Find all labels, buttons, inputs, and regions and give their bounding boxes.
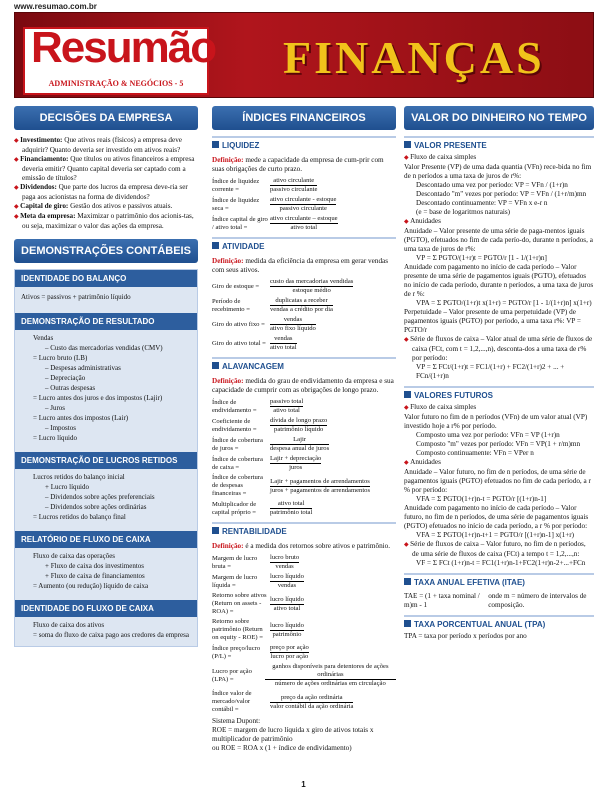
formula-label: Índice de cobertura de caixa = <box>212 455 263 471</box>
statement-line: – Despesas administrativas <box>45 364 121 372</box>
formula-label: Giro do ativo fixo = <box>212 320 265 328</box>
decision-text: Que ativos reais (físicos) a empresa deve adquirir? Quanto deveria ser investido em ativos reais? <box>22 136 182 154</box>
brand-logo <box>23 23 216 95</box>
formula-row <box>212 436 396 453</box>
time-value-line: VPA = Σ PGTO/(1+r)t x(1+r) = PGTO/r [1 - 1/(1+r)n] x(1+r) <box>416 299 592 307</box>
formula-fraction <box>270 500 312 517</box>
page-title: FINANÇAS <box>283 32 545 83</box>
tae-formula: TAE = (1 + taxa nominal / m)m - 1 <box>404 592 480 609</box>
statement-line: – Juros <box>45 404 66 412</box>
formula-numerator: passivo total <box>270 398 304 405</box>
formula-denominator: ativo total <box>290 224 318 231</box>
statement-line: – Dividendos sobre ações preferenciais <box>45 493 155 501</box>
formulas-atividade <box>212 278 396 352</box>
decision-item <box>14 183 198 202</box>
section-title-valor-tempo: VALOR DO DINHEIRO NO TEMPO <box>404 106 594 130</box>
formula-row <box>212 592 396 616</box>
time-value-line: Composto uma vez por período: VFn = VP (1+r)n <box>416 431 560 439</box>
formula-numerator: preço da ação ordinária <box>270 694 353 703</box>
statement-line: + Fluxo de caixa de financiamentos <box>45 572 145 580</box>
formula-numerator: ativo circulante – estoque <box>270 215 338 222</box>
formula-label: Período de recebimento = <box>212 297 250 313</box>
statement-line: = soma do fluxo de caixa pago aos credores da empresa <box>33 631 189 639</box>
formula-label: Índice de endividamento = <box>212 398 257 414</box>
time-value-line: Perpetuidade – Valor presente de uma perpetuidade (VP) de pagamentos iguais (PGTO) por período, a uma taxa r%: VP = PGTO/r <box>404 308 581 334</box>
formula-fraction <box>270 278 353 295</box>
statements-box <box>14 269 198 647</box>
decision-term: Capital de giro: <box>20 202 69 210</box>
formula-label: Margem de lucro bruta = <box>212 554 258 570</box>
time-value-line: ◆ Série de fluxos de caixa – Valor futuro, no fim de n períodos, de uma série de fluxos de caixa (FCt) a tempo t = 1,2,...,n: <box>404 540 594 559</box>
formula-denominator: número de ações ordinárias em circulação <box>274 680 386 687</box>
def-alavancagem: Definição: medida do grau de endividamento da empresa e sua capacidade de cumprir com as obrigações de longo prazo. <box>212 377 394 394</box>
formula-denominator: ativo total <box>273 604 301 612</box>
decision-text: Que títulos ou ativos financeiros a empresa deveria emitir? Quanto capital deveria ser captado com a emissão de títulos? <box>22 155 195 182</box>
formula-fraction <box>265 663 396 688</box>
formula-denominator: passivo circulante <box>279 205 327 212</box>
decision-item <box>14 212 198 231</box>
statement-line: Lucros retidos do balanço inicial <box>33 473 125 481</box>
time-value-line: Anuidade – Valor presente de uma série de paga-mentos iguais (PGTO), efetuados no fim de cada perío-do, durante n períodos, a uma taxa de juros de r%: <box>404 227 593 253</box>
formula-label: Índice de cobertura de despesas financeiras = <box>212 474 263 497</box>
decision-term: Dividendos: <box>20 183 57 191</box>
formula-denominator: lucro por ação <box>270 653 309 660</box>
formula-row <box>212 215 396 232</box>
formula-row <box>212 417 396 434</box>
formula-numerator: lucro líquido <box>270 573 304 580</box>
statement-line: Fluxo de caixa dos ativos <box>33 621 105 629</box>
heading-balanco: IDENTIDADE DO BALANÇO <box>15 270 197 287</box>
formula-label: Índice capital de giro / ativo total = <box>212 215 268 231</box>
brand-name: Resumão <box>31 23 216 72</box>
balance-identity: Ativos = passivos + patrimônio líquido <box>21 293 131 301</box>
formula-denominator: patrimônio líquido <box>274 426 324 433</box>
present-value-content <box>404 153 594 381</box>
column-indices <box>212 106 396 753</box>
formula-numerator: Lajir + depreciação <box>270 455 322 462</box>
formula-row <box>212 554 396 571</box>
formula-fraction <box>270 335 297 352</box>
formula-fraction <box>270 694 353 711</box>
time-value-line: VP = Σ PGTO/(1+r)t = PGTO/r [1 - 1/(1+r)n] <box>416 254 547 262</box>
decision-text: Gestão dos ativos e passivos atuais. <box>68 202 173 210</box>
formula-denominator: passivo circulante <box>270 186 318 193</box>
formula-denominator: patrimônio total <box>270 509 313 516</box>
formula-fraction <box>270 644 309 661</box>
heading-resultado: DEMONSTRAÇÃO DE RESULTADO <box>15 313 197 330</box>
formula-denominator: ativo total <box>273 407 300 414</box>
formula-denominator: despesa anual de juros <box>270 445 330 452</box>
formula-label: Índice de liquidez seca = <box>212 196 260 212</box>
time-value-line: Anuidade com pagamento no início de cada período – Valor presente de uma série de pagamentos iguais (PGTO), efetuados no início de cada período, durante n períodos, a uma taxa de juros de r %: <box>404 263 594 298</box>
statement-line: = Lucro líquido <box>33 434 77 442</box>
formula-label: Índice preço/lucro (P/L) = <box>212 644 261 660</box>
statement-line: – Impostos <box>45 424 76 432</box>
time-value-line: VFA = Σ PGTO(1+r)n-t = PGTO/r [(1+r)n-1] <box>416 495 547 503</box>
formula-numerator: Lajir + pagamentos de arrendamentos <box>270 477 370 485</box>
heading-rentabilidade: RENTABILIDADE <box>212 522 396 539</box>
statement-line: + Fluxo de caixa dos investimentos <box>45 562 145 570</box>
formula-denominator: valor contábil da ação ordinária <box>270 702 354 710</box>
formula-fraction <box>270 297 333 314</box>
dupont-system <box>212 717 396 753</box>
heading-identidade-fluxo: IDENTIDADE DO FLUXO DE CAIXA <box>15 600 197 617</box>
formula-fraction <box>270 622 304 639</box>
formula-numerator: lucro bruto <box>270 554 300 561</box>
decision-term: Investimento: <box>20 136 63 144</box>
heading-valor-presente: VALOR PRESENTE <box>404 136 594 153</box>
decision-item <box>14 202 198 212</box>
formula-row <box>212 573 396 590</box>
decision-term: Financiamento: <box>20 155 69 163</box>
formula-fraction <box>270 196 336 213</box>
formula-fraction <box>270 215 338 232</box>
formula-denominator: estoque médio <box>292 287 331 294</box>
formula-numerator: lucro líquido <box>270 621 304 629</box>
formulas-rentabilidade <box>212 554 396 714</box>
formula-row <box>212 618 396 642</box>
heading-alavancagem: ALAVANCAGEM <box>212 357 396 374</box>
time-value-line: Composto "m" vezes por período: VFn = VP(1 + r/m)mn <box>416 440 581 448</box>
formula-numerator: duplicatas a receber <box>270 297 333 306</box>
formula-fraction <box>270 455 321 472</box>
decision-text: Maximizar o patrimônio dos acionis-tas, ou seja, maximizar o valor das ações da empresa. <box>22 212 194 230</box>
formula-numerator: Lajir <box>270 436 329 445</box>
formula-row <box>212 297 396 314</box>
dupont-line: Sistema Dupont: <box>212 717 261 725</box>
statement-line: Vendas <box>33 334 54 342</box>
formula-row <box>212 177 396 194</box>
time-value-line: Valor Presente (VP) de uma dada quantia (VFn) rece-bida no fim de n períodos a uma taxa de juros de r%: <box>404 163 592 180</box>
retained-earnings <box>15 469 197 525</box>
formula-label: Retorno sobre ativos (Return on assets - ROA) = <box>212 592 267 615</box>
formula-fraction <box>270 478 370 495</box>
section-title-indices: ÍNDICES FINANCEIROS <box>212 106 396 130</box>
formula-numerator: ganhos disponíveis para detentores de ações ordinárias <box>265 663 396 680</box>
formula-label: Retorno sobre patrimônio (Return on equity - ROE) = <box>212 618 263 641</box>
time-value-line: VP = Σ FCt/(1+r)t = FC1/(1+r) + FC2/(1+r)2 + ... + FCn/(1+r)n <box>416 363 565 380</box>
time-value-line: VFA = Σ PGTO(1+r)n-t+1 = PGTO/r [(1+r)n-1] x(1+r) <box>416 531 575 539</box>
time-value-line: Composto continuamente: VFn = VPer n <box>416 449 534 457</box>
cash-flow-identity <box>15 617 197 646</box>
formula-denominator: vendas a crédito por dia <box>270 306 333 313</box>
formula-denominator: juros <box>289 464 303 471</box>
formula-label: Índice valor de mercado/valor contábil = <box>212 690 252 713</box>
time-value-line: Descontado uma vez por período: VP = VFn / (1+r)n <box>416 181 568 189</box>
statement-line: – Depreciação <box>45 374 86 382</box>
statement-line: + Lucro líquido <box>45 483 89 491</box>
tae-note: onde m = número de intervalos de composição. <box>488 592 587 609</box>
statement-line: = Lucros retidos do balanço final <box>33 513 126 521</box>
decision-item <box>14 136 198 155</box>
formula-row <box>212 644 396 661</box>
formula-label: Giro do ativo total = <box>212 339 266 347</box>
decision-term: Meta da empresa: <box>20 212 76 220</box>
def-atividade: Definição: medida da eficiência da empresa em gerar vendas com seus ativos. <box>212 257 389 274</box>
formula-fraction <box>270 417 327 434</box>
page-number: 1 <box>301 780 306 789</box>
formula-label: Coeficiente de endividamento = <box>212 417 257 433</box>
formula-fraction <box>270 596 304 613</box>
formula-numerator: ativo circulante <box>270 177 317 186</box>
formula-label: Margem de lucro líquida = <box>212 573 258 589</box>
formula-denominator: ativo total <box>270 344 297 351</box>
formula-label: Lucro por ação (LPA) = <box>212 667 252 683</box>
column-time-value <box>404 106 594 641</box>
formula-numerator: custo das mercadorias vendidas <box>270 278 354 285</box>
formula-row <box>212 398 396 415</box>
formula-denominator: juros + pagamentos de arrendamentos <box>270 486 371 494</box>
formula-numerator: ativo circulante - estoque <box>270 196 337 203</box>
formula-row <box>212 455 396 472</box>
heading-fluxo-caixa: RELATÓRIO DE FLUXO DE CAIXA <box>15 531 197 548</box>
future-value-content <box>404 403 594 568</box>
header-banner <box>14 12 594 98</box>
section-title-decisoes: DECISÕES DA EMPRESA <box>14 106 198 130</box>
formulas-liquidez <box>212 177 396 232</box>
formula-denominator: patrimônio <box>272 630 302 638</box>
heading-tae: TAXA ANUAL EFETIVA (ITAE) <box>404 573 594 590</box>
heading-atividade: ATIVIDADE <box>212 237 396 254</box>
formula-numerator: ativo total <box>270 500 312 509</box>
time-value-line: Descontado continuamente: VP = VFn x e-r n <box>416 199 548 207</box>
formula-numerator: lucro líquido <box>270 595 304 603</box>
decision-item <box>14 155 198 183</box>
tpa-formula: TPA = taxa por período x períodos por ano <box>404 632 527 640</box>
dupont-line: ou ROE = ROA x (1 + índice de endividamento) <box>212 744 352 752</box>
time-value-line: ◆ Fluxo de caixa simples <box>404 153 594 163</box>
formula-row <box>212 500 396 517</box>
statement-line: = Lucro antes dos impostos (Lair) <box>33 414 129 422</box>
formula-numerator: dívida de longo prazo <box>270 417 328 424</box>
brand-subtitle: ADMINISTRAÇÃO & NEGÓCIOS - 5 <box>25 79 207 88</box>
tae-formula-row <box>404 592 594 610</box>
formula-fraction <box>270 316 316 333</box>
formula-denominator: ativo fixo líquido <box>270 325 316 332</box>
formula-fraction <box>270 177 317 194</box>
heading-valores-futuros: VALORES FUTUROS <box>404 386 594 403</box>
decisions-list <box>14 136 198 231</box>
formula-denominator: vendas <box>277 582 297 589</box>
formula-label: Índice de cobertura de juros = <box>212 436 263 452</box>
formula-fraction <box>270 554 299 571</box>
time-value-line: VF = Σ FCt (1+r)n-t = FC1(1+r)n-1+FC2(1+r)n-2+...+FCn <box>416 559 586 567</box>
formula-label: Multiplicador de capital próprio = <box>212 500 257 516</box>
dupont-line: ROE = margem de lucro líquida x giro de ativos totais x multiplicador de patrimônio <box>212 726 374 743</box>
time-value-line: Valor futuro no fim de n períodos (VFn) de um valor atual (VP) investido hoje a r% por período. <box>404 413 588 430</box>
time-value-line: Anuidade – Valor futuro, no fim de n períodos, de uma série de pagamentos iguais (PGTO) efetuados no fim de cada período, a r % por período: <box>404 468 591 494</box>
heading-lucros-retidos: DEMONSTRAÇÃO DE LUCROS RETIDOS <box>15 452 197 469</box>
formula-fraction <box>270 398 303 415</box>
cash-flow-report <box>15 548 197 594</box>
formula-denominator: vendas <box>275 563 294 570</box>
heading-tpa: TAXA PORCENTUAL ANUAL (TPA) <box>404 615 594 632</box>
formula-row <box>212 663 396 688</box>
statement-line: – Custo das mercadorias vendidas (CMV) <box>45 344 163 352</box>
section-title-demonstracoes: DEMONSTRAÇÕES CONTÁBEIS <box>14 239 198 263</box>
statement-line: – Dividendos sobre ações ordinárias <box>45 503 147 511</box>
def-rentabilidade: Definição: é a medida dos retornos sobre ativos e patrimônio. <box>212 542 391 550</box>
formula-row <box>212 335 396 352</box>
formula-numerator: vendas <box>270 335 297 344</box>
statement-line: = Aumento (ou redução) líquido de caixa <box>33 582 149 590</box>
formula-row <box>212 196 396 213</box>
formula-row <box>212 474 396 498</box>
formula-row <box>212 690 396 714</box>
column-decisions <box>14 106 198 647</box>
formula-row <box>212 316 396 333</box>
site-url: www.resumao.com.br <box>14 2 97 11</box>
time-value-line: ◆ Anuidades <box>404 458 594 468</box>
time-value-line: ◆ Fluxo de caixa simples <box>404 403 594 413</box>
heading-liquidez: LIQUIDEZ <box>212 136 396 153</box>
time-value-line: Anuidade com pagamento no início de cada período – Valor futuro, no fim de n períodos, de uma série de pagamentos iguais (PGTO) efetuados no início de cada período, a r % por período: <box>404 504 589 530</box>
def-liquidez: Definição: mede a capacidade da empresa de cum-prir com suas obrigações de curto prazo. <box>212 156 384 173</box>
statement-line: = Lucro antes dos juros e dos impostos (Lajir) <box>33 394 163 402</box>
formula-fraction <box>270 436 329 453</box>
formula-numerator: preço por ação <box>270 644 309 651</box>
formula-numerator: vendas <box>270 316 316 325</box>
formula-row <box>212 278 396 295</box>
statement-line: = Lucro bruto (LB) <box>33 354 88 362</box>
income-statement <box>15 330 197 446</box>
formulas-alavancagem <box>212 398 396 517</box>
formula-label: Giro de estoque = <box>212 282 260 290</box>
time-value-line: ◆ Anuidades <box>404 217 594 227</box>
time-value-line: (e = base de logaritmos naturais) <box>416 208 511 216</box>
time-value-line: ◆ Série de fluxos de caixa – Valor atual de uma série de fluxos de caixa (FCt, com t = 1,2,...,n), desconta-dos a uma taxa de r% por período: <box>404 335 594 363</box>
time-value-line: Descontado "m" vezes por período: VP = VFn / (1+r/m)mn <box>416 190 587 198</box>
decision-text: Que parte dos lucros da empresa deve-ria ser paga aos acionistas na forma de dividendos? <box>22 183 188 201</box>
formula-label: Índice de liquidez corrente = <box>212 177 260 193</box>
statement-line: – Outras despesas <box>45 384 96 392</box>
formula-fraction <box>270 573 304 590</box>
statement-line: Fluxo de caixa das operações <box>33 552 116 560</box>
